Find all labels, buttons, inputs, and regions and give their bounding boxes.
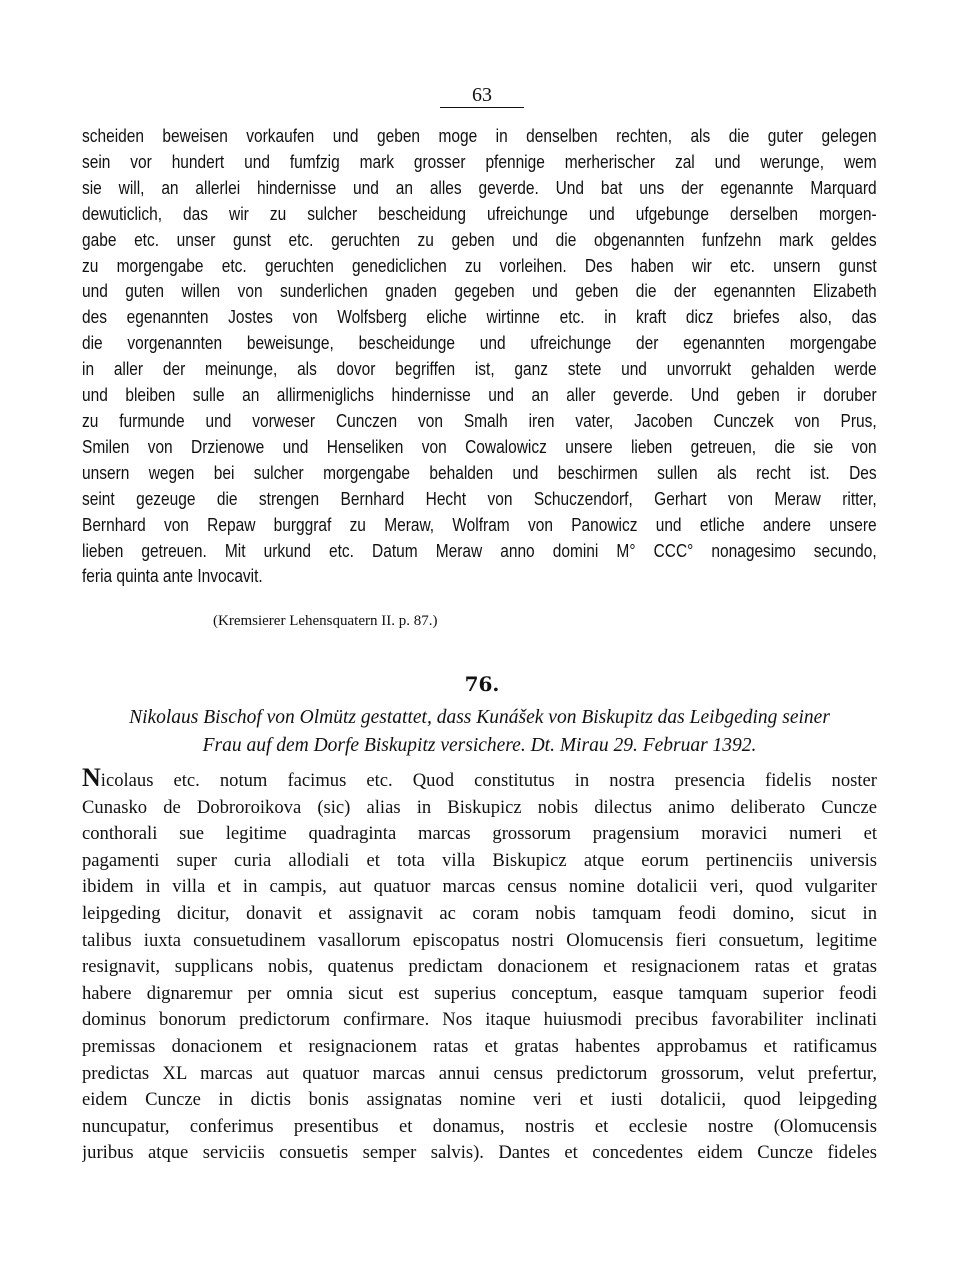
text-line: resignavit, supplicans nobis, quatenus predictam donacionem et resignacionem ratas et gratas (82, 956, 877, 978)
page-number-rule (440, 107, 524, 108)
text-line: talibus iuxta consuetudinem vasallorum episcopatus nostri Olomucensis fieri consuetum, legitime (82, 929, 877, 951)
text-line: ibidem in villa et in campis, aut quatuor marcas census nomine dotalicii veri, quod vulgariter (82, 876, 877, 898)
text-line: sie will, an allerlei hindernisse und an alles geverde. Und bat uns der egenannte Marquard (82, 177, 877, 198)
text-line: in aller der meinunge, als dovor begriffen ist, ganz stete und unvorrukt gehalden werde (82, 359, 877, 380)
text-line: habere dignaremur per omnia sicut est superius conceptum, easque tamquam superior feodi (82, 982, 877, 1004)
document-body-text (82, 768, 877, 1167)
page-number: 63 (472, 84, 492, 106)
text-line: und bleiben sulle an allirmeniglichs hindernisse und an aller geverde. Und geben ir doruber (82, 385, 877, 406)
previous-document-text (82, 124, 877, 590)
text-line: scheiden beweisen vorkaufen und geben moge in denselben rechten, als die guter gelegen (82, 126, 877, 146)
text-line: nuncupatur, conferimus presentibus et donamus, nostris et ecclesie nostre (Olomucensis (82, 1115, 877, 1137)
text-line: und guten willen von sunderlichen gnaden gegeben und geben die der egenannten Elizabeth (82, 281, 877, 302)
text-line: des egenannten Jostes von Wolfsberg eliche wirtinne etc. in kraft dicz briefes also, das (82, 307, 877, 328)
text-line: zu furmunde und vorweser Cunczen von Smalh iren vater, Jacoben Cunczek von Prus, (82, 410, 877, 431)
text-line: feria quinta ante Invocavit. (82, 566, 263, 587)
text-line: zu morgengabe etc. geruchten genediclichen zu vorleihen. Des haben wir etc. unsern gunst (82, 255, 877, 276)
text-line: unsern wegen bei sulcher morgengabe behalden und beschirmen sullen als recht ist. Des (82, 462, 877, 483)
source-note: (Kremsierer Lehensquatern II. p. 87.) (213, 613, 438, 629)
first-line-text: icolaus etc. notum facimus etc. Quod constitutus in nostra presencia fidelis noster (100, 770, 877, 791)
text-line: Frau auf dem Dorfe Biskupitz versichere. Dt. Mirau 29. Februar 1392. (202, 735, 757, 756)
text-line: predictas XL marcas aut quatuor marcas annui census predictorum grossorum, velut prefertur, (82, 1062, 877, 1084)
text-line: dewuticlich, das wir zu sulcher bescheidung ufreichunge und ufgebunge derselben morgen- (82, 203, 877, 224)
document-heading (82, 704, 877, 760)
text-line: leipgeding dicitur, donavit et assignavit ac coram nobis tamquam feodi domino, sicut in (82, 902, 877, 924)
initial-letter: N (82, 768, 101, 792)
text-line: Cunasko de Dobroroikova (sic) alias in Biskupicz nobis dilectus animo deliberato Cuncze (82, 796, 877, 818)
text-line: conthorali sue legitime quadraginta marcas grossorum pragensium moravici numeri et (82, 823, 877, 845)
text-line: premissas donacionem et resignacionem ratas et gratas habentes approbamus et ratificamus (82, 1035, 877, 1057)
text-line: juribus atque serviciis consuetis semper salvis). Dantes et concedentes eidem Cuncze fideles (82, 1142, 877, 1164)
text-line: lieben getreuen. Mit urkund etc. Datum Meraw anno domini M° CCC° nonagesimo secundo, (82, 540, 877, 561)
text-line: Nikolaus Bischof von Olmütz gestattet, dass Kunášek von Biskupitz das Leibgeding seiner (129, 707, 830, 728)
document-number: 76. (464, 672, 500, 696)
text-line: gabe etc. unser gunst etc. geruchten zu geben und die obgenannten funfzehn mark geldes (82, 229, 877, 250)
text-line (82, 768, 877, 795)
text-line: sein vor hundert und fumfzig mark grosser pfennige merherischer zal und werunge, wem (82, 151, 877, 172)
text-line: dominus bonorum predictorum confirmare. Nos itaque huiusmodi precibus favorabiliter inclinati (82, 1009, 877, 1031)
text-line: pagamenti super curia allodiali et tota villa Biskupicz atque eorum pertinenciis universis (82, 849, 877, 871)
text-line: Bernhard von Repaw burggraf zu Meraw, Wolfram von Panowicz und etliche andere unsere (82, 514, 877, 535)
text-line: seint gezeuge die strengen Bernhard Hecht von Schuczendorf, Gerhart von Meraw ritter, (82, 488, 877, 509)
text-line: Smilen von Drzienowe und Henseliken von Cowalowicz unsere lieben getreuen, die sie von (82, 436, 877, 457)
text-line: eidem Cuncze in dictis bonis assignatas nomine veri et iusti dotalicii, quod leipgeding (82, 1089, 877, 1111)
text-line: die vorgenannten beweisunge, bescheidunge und ufreichunge der egenannten morgengabe (82, 333, 877, 354)
